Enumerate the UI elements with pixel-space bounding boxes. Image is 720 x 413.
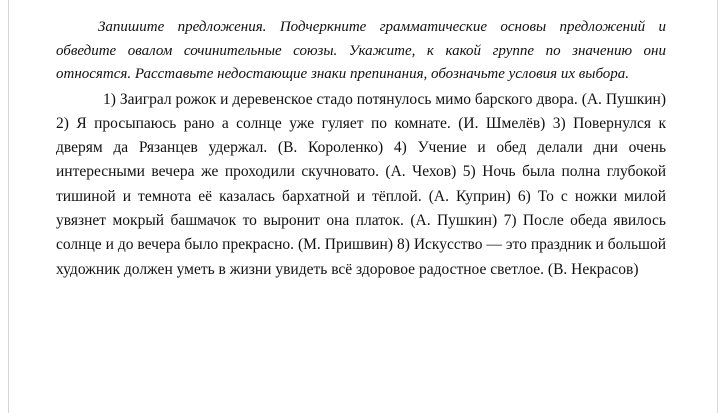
sentence-text: После обеда явилось солнце и до вечера было прекрасно. (М. Пришвин) [56, 211, 666, 254]
sentence-2 [56, 115, 545, 132]
sentence-text: Учение и обед делали дни очень интересными вечера же проходили скучновато. (А. Чехов) [56, 139, 667, 181]
sentence-number: 1) [103, 90, 116, 108]
sentence-number: 6) [517, 187, 531, 205]
sentence-text: Повернулся к дверям да Рязанцев удержал. (В. Короленко) [56, 114, 666, 157]
sentence-text: То с ножки милой увязнет мокрый башмачок то выронит она платок. (А. Пушкин) [56, 187, 667, 229]
sentence-number: 2) [56, 114, 69, 132]
sentence-1 [103, 91, 666, 108]
exercise-content [56, 16, 666, 282]
sentence-text: Ночь была полна глубокой тишиной и темнота её казалась бархатной и тёплой. (А. Куприн) [56, 163, 666, 205]
task-instructions: Запишите предложения. Подчеркните грамматические основы предложений и обведите овалом сочинительные союзы. Укажите, к какой группе по значению они относятся. Расставьте недостающие знаки препинания, обозначьте условия их выбора. [56, 19, 666, 82]
sentence-number: 4) [393, 139, 407, 157]
sentence-text: Заиграл рожок и деревенское стадо потянулось мимо барского двора. (А. Пушкин) [119, 90, 666, 108]
sentence-number: 5) [462, 163, 476, 181]
sentence-number: 8) [396, 236, 410, 254]
sentence-number: 7) [503, 211, 517, 229]
page-left-edge [8, 0, 9, 413]
sentence-number: 3) [552, 114, 566, 132]
sentence-text: Искусство — это праздник и большой художник должен уметь в жизни увидеть всё здоровое радостное светлое. (В. Некрасов) [56, 236, 667, 278]
sentence-list [56, 88, 666, 282]
sentence-text: Я просыпаюсь рано а солнце уже гуляет по комнате. (И. Шмелёв) [76, 114, 546, 132]
page-right-edge [717, 0, 718, 413]
